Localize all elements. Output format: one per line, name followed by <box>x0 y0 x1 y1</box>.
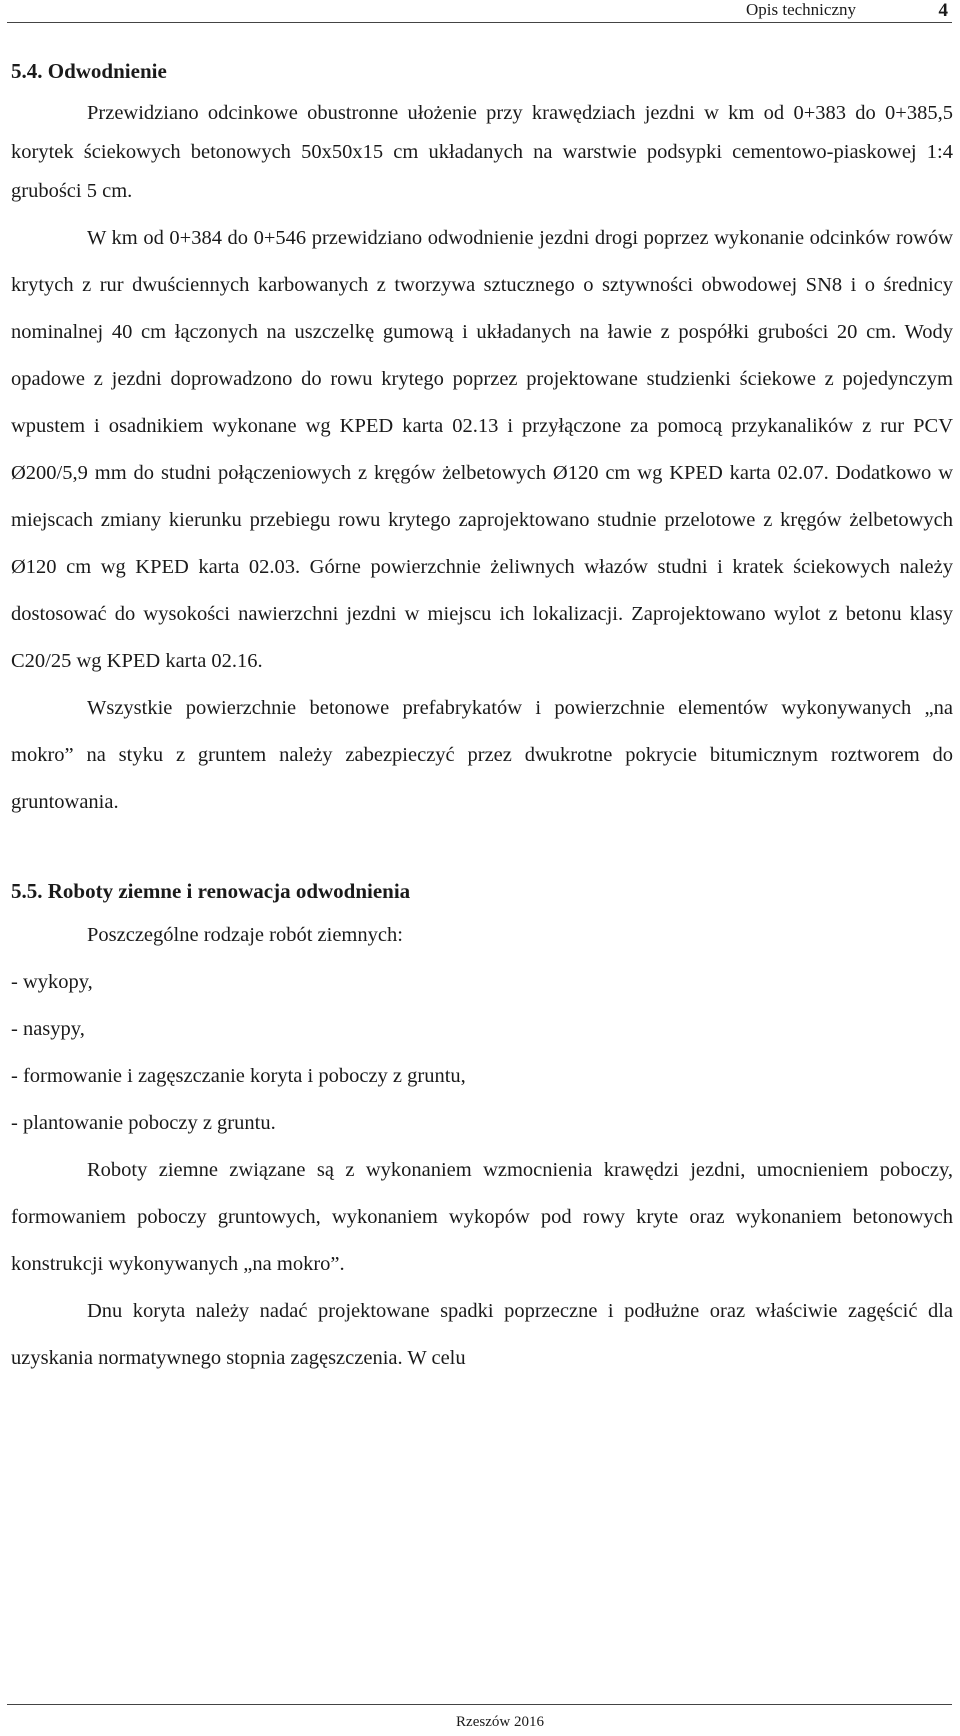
paragraph: W km od 0+384 do 0+546 przewidziano odwodnienie jezdni drogi poprzez wykonanie odcinków rowów krytych z rur dwuściennych karbowanych z tworzywa sztucznego o sztywności obwodowej SN8 i o średnicy nominalnej 40 cm łączonych na uszczelkę gumową i układanych na ławie z pospółki grubości 20 cm. Wody opadowe z jezdni doprowadzono do rowu krytego poprzez projektowane studzienki ściekowe z pojedynczym wpustem i osadnikiem wykonane wg KPED karta 02.13 i przyłączone za pomocą przykanalików z rur PCV Ø200/5,9 mm do studni połączeniowych z kręgów żelbetowych Ø120 cm wg KPED karta 02.07. Dodatkowo w miejscach zmiany kierunku przebiegu rowu krytego zaprojektowano studnie przelotowe z kręgów żelbetowych Ø120 cm wg KPED karta 02.03. Górne powierzchnie żeliwnych włazów studni i kratek ściekowych należy dostosować do wysokości nawierzchni jezdni w miejscu ich lokalizacji. Zaprojektowano wylot z betonu klasy C20/25 wg KPED karta 02.16. <box>11 227 953 672</box>
list-item: - formowanie i zagęszczanie koryta i poboczy z gruntu, <box>11 1065 466 1087</box>
list-item: - nasypy, <box>11 1018 85 1040</box>
footer-text: Rzeszów 2016 <box>456 1714 544 1730</box>
document-body <box>11 56 953 1382</box>
section-heading-5-4: 5.4. Odwodnienie <box>11 59 167 83</box>
list-intro: Poszczególne rodzaje robót ziemnych: <box>87 924 403 946</box>
header-divider <box>7 22 952 23</box>
section-5-5 <box>11 876 953 1382</box>
paragraph: Roboty ziemne związane są z wykonaniem wzmocnienia krawędzi jezdni, umocnieniem poboczy, formowaniem poboczy gruntowych, wykonaniem wykopów pod rowy kryte oraz wykonaniem betonowych konstrukcji wykonywanych „na mokro”. <box>11 1159 953 1275</box>
footer-divider <box>7 1704 952 1705</box>
section-heading-5-5: 5.5. Roboty ziemne i renowacja odwodnienia <box>11 879 411 903</box>
list-item: - plantowanie poboczy z gruntu. <box>11 1112 276 1134</box>
header-title: Opis techniczny <box>746 0 856 19</box>
page-footer <box>0 1704 960 1736</box>
section-5-4 <box>11 56 953 826</box>
list-item: - wykopy, <box>11 971 93 993</box>
page-header <box>0 0 960 24</box>
page-number: 4 <box>938 0 948 21</box>
paragraph: Dnu koryta należy nadać projektowane spadki poprzeczne i podłużne oraz właściwie zagęścić dla uzyskania normatywnego stopnia zagęszczenia. W celu <box>11 1300 953 1369</box>
works-list <box>11 959 953 1147</box>
paragraph: Przewidziano odcinkowe obustronne ułożenie przy krawędziach jezdni w km od 0+383 do 0+385,5 korytek ściekowych betonowych 50x50x15 cm układanych na warstwie podsypki cementowo-piaskowej 1:4 grubości 5 cm. <box>11 102 953 202</box>
paragraph: Wszystkie powierzchnie betonowe prefabrykatów i powierzchnie elementów wykonywanych „na mokro” na styku z gruntem należy zabezpieczyć przez dwukrotne pokrycie bitumicznym roztworem do gruntowania. <box>11 697 953 813</box>
